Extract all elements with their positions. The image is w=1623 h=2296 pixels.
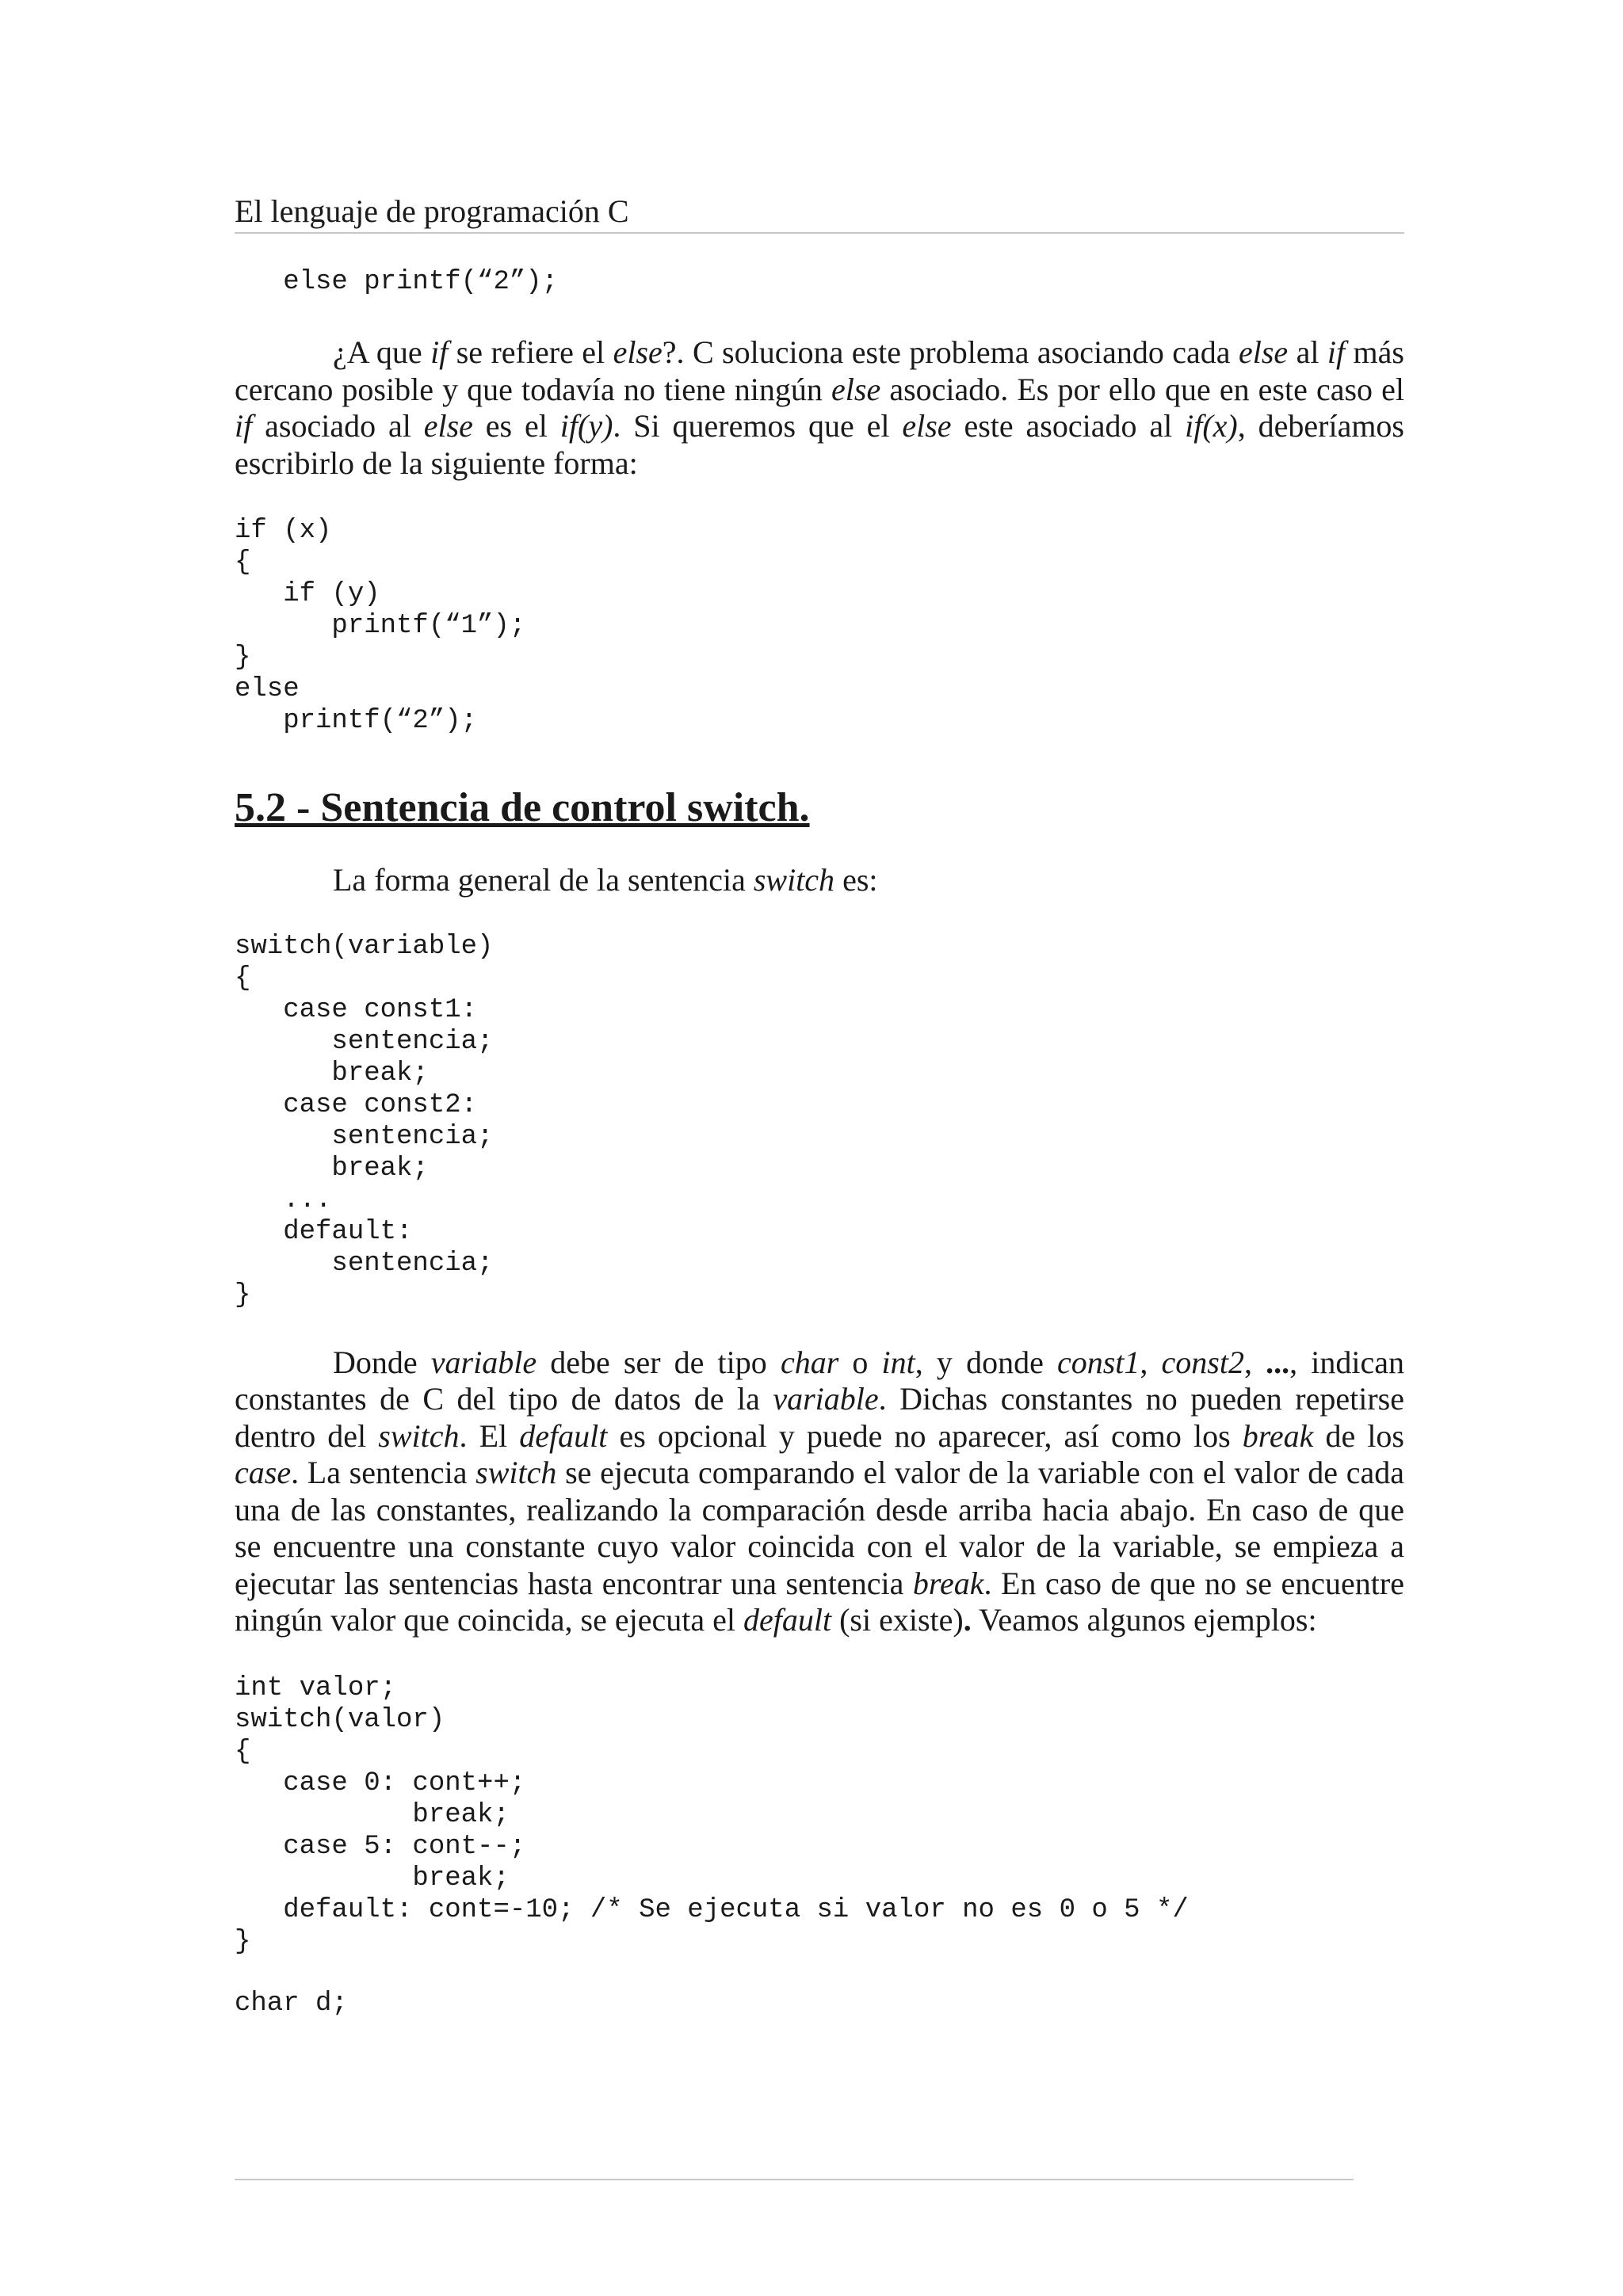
code-block-switch-example: int valor; switch(valor) { case 0: cont++; break; case 5: cont--; break; default: cont=-10; /* Se ejecuta si valor no es 0 o 5 */ }: [235, 1672, 1189, 1957]
code-block-nested-if: if (x) { if (y) printf(“1”); } else printf(“2”);: [235, 516, 526, 736]
code-block-else: else printf(“2”);: [235, 267, 559, 297]
section-heading: 5.2 - Sentencia de control switch.: [235, 785, 810, 830]
paragraph-switch-description: Donde variable debe ser de tipo char o int, y donde const1, const2, ..., indican constantes de C del tipo de datos de la variable. Dichas constantes no pueden repetirse dentro del switch. El default es opcional y puede no aparecer, así como los break de los case. La sentencia switch se ejecuta comparando el valor de la variable con el valor de cada una de las constantes, realizando la comparación desde arriba hacia abajo. En caso de que se encuentre una constante cuyo valor coincida con el valor de la variable, se empieza a ejecutar las sentencias hasta encontrar una sentencia break. En caso de que no se encuentre ningún valor que coincida, se ejecuta el default (si existe). Veamos algunos ejemplos:: [235, 1344, 1405, 1638]
footer-divider: [235, 2179, 1354, 2180]
paragraph-dangling-else: ¿A que if se refiere el else?. C soluciona este problema asociando cada else al if más cercano posible y que todavía no tiene ningún else asociado. Es por ello que en este caso el if asociado al else es el if(y). Si queremos que el else este asociado al if(x), deberíamos escribirlo de la siguiente forma:: [235, 334, 1405, 481]
page-content: [235, 261, 1404, 2019]
paragraph-switch-intro: La forma general de la sentencia switch es:: [333, 862, 878, 898]
running-header: El lenguaje de programación C: [235, 193, 1404, 234]
code-block-switch-syntax: switch(variable) { case const1: sentencia; break; case const2: sentencia; break; ... default: sentencia; }: [235, 931, 494, 1310]
code-block-char-d: char d;: [235, 1988, 348, 2019]
